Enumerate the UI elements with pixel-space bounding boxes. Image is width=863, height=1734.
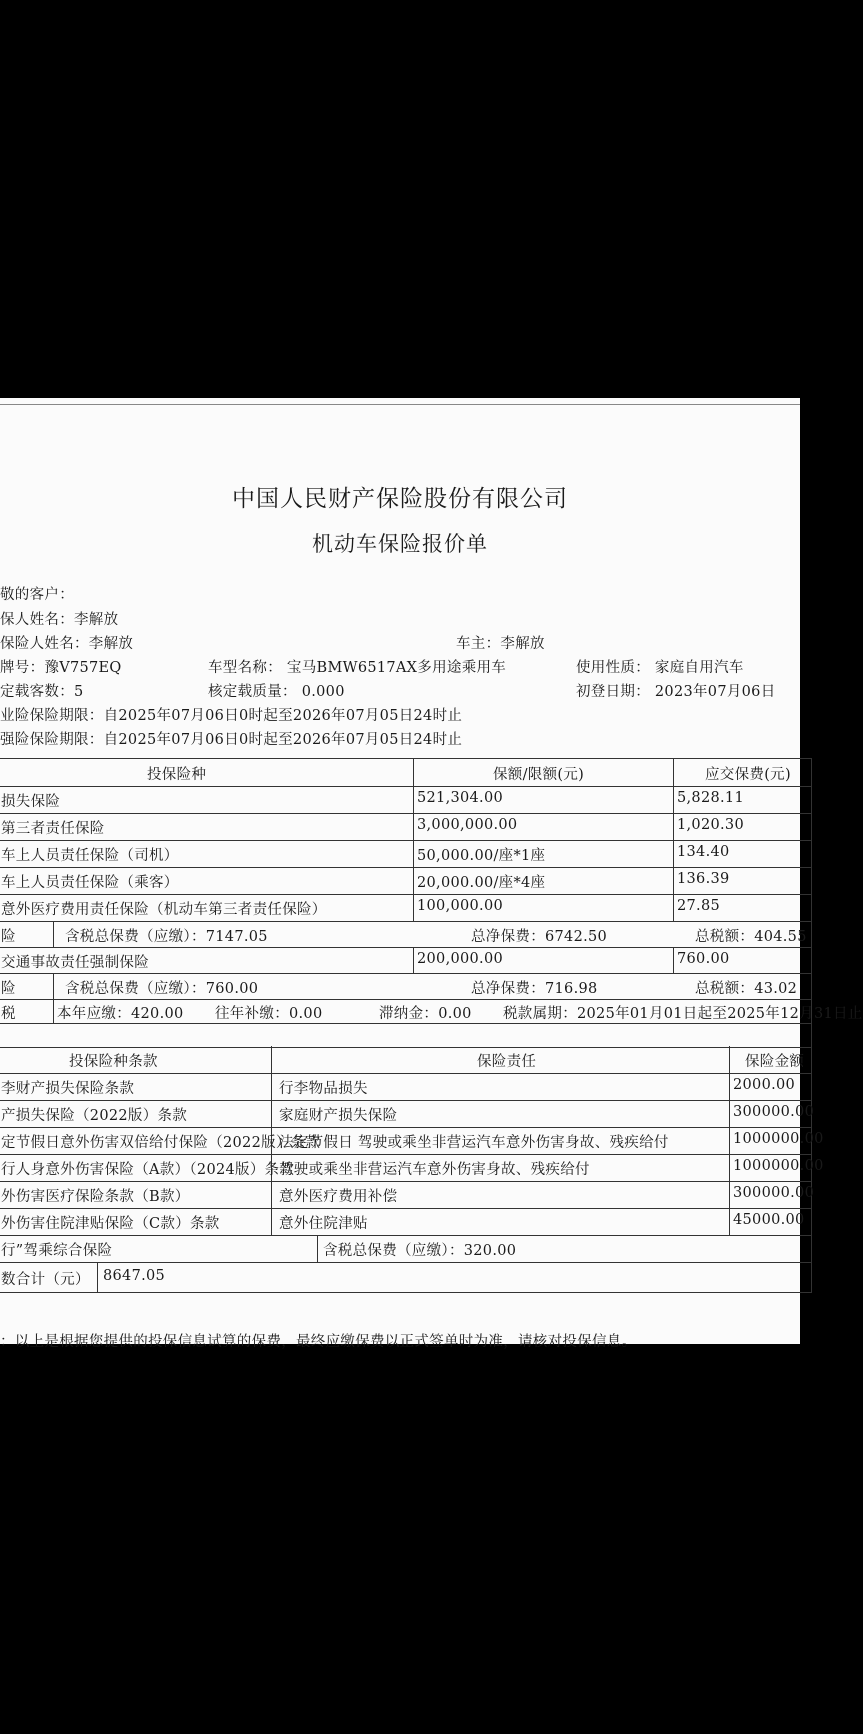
coverage-name: 损失保险 (1, 794, 61, 810)
clause-liability: 法定节假日 驾驶或乘坐非营运汽车意外伤害身故、残疾给付 (279, 1135, 669, 1151)
document-title: 机动车保险报价单 (312, 532, 488, 556)
clause-name: 外伤害住院津贴保险（C款）条款 (1, 1216, 220, 1232)
coverage-name: 第三者责任保险 (1, 821, 105, 837)
clause-amount: 300000.00 (733, 1185, 815, 1201)
summary-label: 险 (1, 981, 16, 997)
plate-number: 牌号：豫V757EQ (0, 660, 122, 676)
tax-past: 往年补缴：0.00 (215, 1006, 323, 1022)
clause-name: 行人身意外伤害保险（A款）（2024版）条款 (1, 1162, 295, 1178)
header-liability: 保险责任 (477, 1054, 537, 1070)
compulsory-limit: 200,000.00 (417, 951, 504, 967)
coverage-name: 车上人员责任保险（乘客） (1, 875, 179, 891)
tax-label: 税 (1, 1006, 16, 1022)
package-name: 行”驾乘综合保险 (1, 1243, 113, 1259)
clause-amount: 45000.00 (733, 1212, 805, 1228)
coverage-premium: 1,020.30 (677, 817, 744, 833)
quote-document (0, 398, 863, 1350)
clause-amount: 1000000.00 (733, 1131, 824, 1147)
commercial-net: 总净保费：6742.50 (471, 929, 608, 945)
top-border (0, 404, 800, 405)
usage-type: 使用性质： 家庭自用汽车 (576, 660, 744, 676)
compulsory-net: 总净保费：716.98 (471, 981, 598, 997)
load-capacity: 核定载质量： 0.000 (208, 684, 345, 700)
header-coverage: 投保险种 (147, 767, 207, 783)
greeting: 敬的客户： (0, 587, 74, 603)
coverage-premium: 136.39 (677, 871, 730, 887)
coverage-limit: 50,000.00/座*1座 (417, 848, 546, 864)
additional-coverage-table (0, 1046, 824, 1293)
clause-name: 产损失保险（2022版）条款 (1, 1108, 188, 1124)
commercial-total: 含税总保费（应缴）：7147.05 (65, 929, 268, 945)
compulsory-tax: 总税额：43.02 (695, 981, 798, 997)
tax-period: 税款属期：2025年01月01日起至2025年12月31日止 (503, 1006, 863, 1022)
vehicle-model: 车型名称： 宝马BMW6517AX多用途乘用车 (208, 660, 507, 676)
clause-name: 定节假日意外伤害双倍给付保险（2022版）条款 (1, 1135, 321, 1151)
clause-liability: 意外住院津贴 (279, 1216, 368, 1232)
commercial-tax: 总税额：404.55 (695, 929, 807, 945)
summary-label: 险 (1, 929, 16, 945)
tax-current: 本年应缴：420.00 (57, 1006, 184, 1022)
header-limit: 保额/限额(元) (493, 767, 585, 783)
clause-amount: 1000000.00 (733, 1158, 824, 1174)
compulsory-total: 含税总保费（应缴）：760.00 (65, 981, 259, 997)
coverage-limit: 100,000.00 (417, 898, 504, 914)
clause-name: 李财产损失保险条款 (1, 1081, 135, 1097)
footnote: ：以上是根据您提供的投保信息试算的保费，最终应缴保费以正式签单时为准，请核对投保信息。 (0, 1334, 637, 1350)
header-clause: 投保险种条款 (69, 1054, 158, 1070)
coverage-limit: 20,000.00/座*4座 (417, 875, 546, 891)
premium-table (0, 758, 863, 1048)
coverage-premium: 134.40 (677, 844, 730, 860)
header-amount: 保险金额 (745, 1054, 805, 1070)
clause-liability: 驾驶或乘坐非营运汽车意外伤害身故、残疾给付 (279, 1162, 590, 1178)
coverage-premium: 27.85 (677, 898, 721, 914)
insured-name: 保人姓名：李解放 (0, 612, 119, 628)
seat-count: 定载客数：5 (0, 684, 84, 700)
clause-liability: 家庭财产损失保险 (279, 1108, 398, 1124)
clause-name: 外伤害医疗保险条款（B款） (1, 1189, 190, 1205)
grand-total-label: 数合计（元） (1, 1272, 90, 1288)
registration-date: 初登日期： 2023年07月06日 (576, 684, 776, 700)
compulsory-premium: 760.00 (677, 951, 730, 967)
header-premium: 应交保费(元) (705, 767, 791, 783)
coverage-name: 车上人员责任保险（司机） (1, 848, 179, 864)
coverage-name: 意外医疗费用责任保险（机动车第三者责任保险） (1, 902, 327, 918)
clause-amount: 2000.00 (733, 1077, 796, 1093)
clause-amount: 300000.00 (733, 1104, 815, 1120)
tax-late-fee: 滞纳金：0.00 (379, 1006, 472, 1022)
coverage-limit: 3,000,000.00 (417, 817, 518, 833)
package-total: 含税总保费（应缴）：320.00 (323, 1243, 517, 1259)
clause-liability: 意外医疗费用补偿 (279, 1189, 398, 1205)
coverage-limit: 521,304.00 (417, 790, 504, 806)
coverage-premium: 5,828.11 (677, 790, 744, 806)
compulsory-name: 交通事故责任强制保险 (1, 955, 149, 971)
grand-total-value: 8647.05 (103, 1268, 166, 1284)
applicant-name: 保险人姓名：李解放 (0, 636, 134, 652)
commercial-period: 业险保险期限：自2025年07月06日0时起至2026年07月05日24时止 (0, 708, 463, 724)
clause-liability: 行李物品损失 (279, 1081, 368, 1097)
company-title: 中国人民财产保险股份有限公司 (232, 486, 568, 512)
compulsory-period: 强险保险期限：自2025年07月06日0时起至2026年07月05日24时止 (0, 732, 463, 748)
vehicle-owner: 车主：李解放 (456, 636, 545, 652)
